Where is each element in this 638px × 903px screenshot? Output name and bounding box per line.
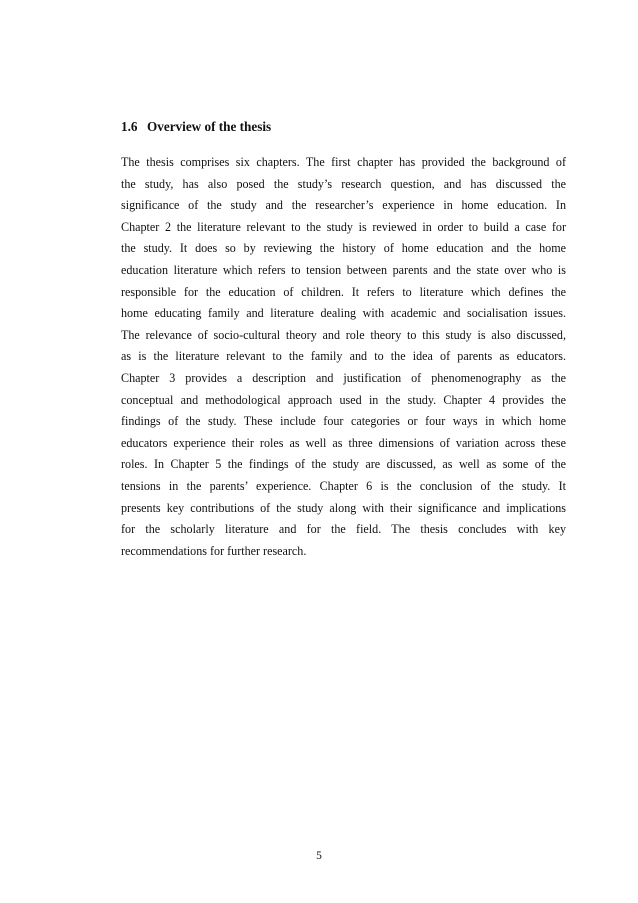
paragraph-line: responsible for the education of children. It refers to literature which defines the <box>121 284 566 299</box>
paragraph-line: The thesis comprises six chapters. The first chapter has provided the background of <box>121 155 566 169</box>
paragraph-line: Chapter 2 the literature relevant to the study is reviewed in order to build a case for <box>121 219 566 234</box>
paragraph-line: tensions in the parents’ experience. Chapter 6 is the conclusion of the study. It <box>121 478 566 493</box>
paragraph-line: presents key contributions of the study along with their significance and implications <box>121 500 566 515</box>
paragraph-line: education literature which refers to tension between parents and the state over who is <box>121 262 566 277</box>
paragraph-line: educators experience their roles as well as three dimensions of variation across these <box>121 435 566 450</box>
paragraph-line: conceptual and methodological approach used in the study. Chapter 4 provides the <box>121 392 566 407</box>
overview-paragraph <box>121 152 566 562</box>
paragraph-line: roles. In Chapter 5 the findings of the study are discussed, as well as some of the <box>121 457 566 472</box>
section-number: 1.6 <box>121 119 138 134</box>
paragraph-line: the study. It does so by reviewing the history of home education and the home <box>121 241 566 256</box>
page-number: 5 <box>316 850 322 862</box>
paragraph-line: findings of the study. These include four categories or four ways in which home <box>121 414 566 429</box>
paragraph-line: as is the literature relevant to the family and to the idea of parents as educators. <box>121 349 566 364</box>
paragraph-line: home educating family and literature dealing with academic and socialisation issues. <box>121 306 566 321</box>
paragraph-line: Chapter 3 provides a description and justification of phenomenography as the <box>121 370 566 385</box>
paragraph-line: The relevance of socio-cultural theory and role theory to this study is also discussed, <box>121 327 566 342</box>
section-title: Overview of the thesis <box>147 119 272 134</box>
paragraph-line: for the scholarly literature and for the field. The thesis concludes with key <box>121 522 566 537</box>
paragraph-line: significance of the study and the researcher’s experience in home education. In <box>121 198 566 213</box>
paragraph-line: recommendations for further research. <box>121 543 307 558</box>
paragraph-line: the study, has also posed the study’s research question, and has discussed the <box>121 176 566 191</box>
section-heading <box>121 119 271 135</box>
